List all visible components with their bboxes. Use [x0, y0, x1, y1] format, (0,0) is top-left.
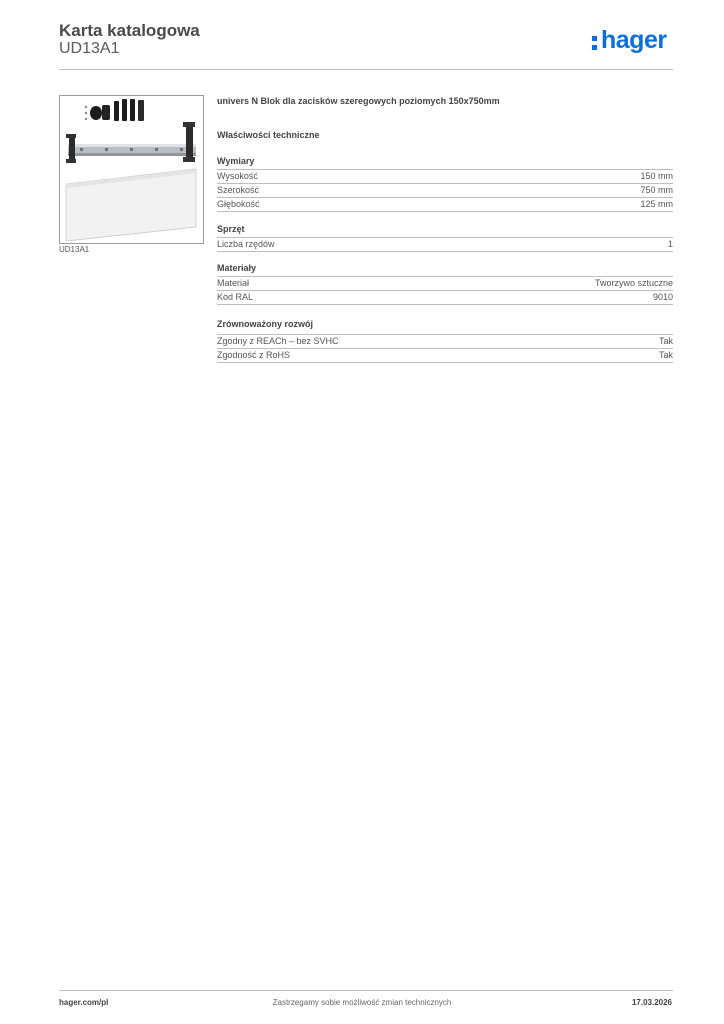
group-title-sustainability: Zrównoważony rozwój [217, 319, 313, 329]
table-row [217, 335, 673, 349]
row-divider [217, 304, 673, 305]
row-divider [217, 362, 673, 363]
page-title: Karta katalogowa [59, 21, 200, 40]
product-image-caption: UD13A1 [59, 245, 90, 254]
footer-disclaimer: Zastrzegamy sobie możliwość zmian technicznych [272, 998, 452, 1007]
group-title-dimensions: Wymiary [217, 156, 255, 166]
spec-label: Kod RAL [217, 292, 254, 302]
spec-label: Głębokość [217, 199, 260, 209]
header-divider [59, 69, 673, 70]
spec-label: Zgodność z RoHS [217, 350, 291, 360]
table-row [217, 238, 673, 252]
section-title: Właściwości techniczne [217, 130, 320, 140]
footer-date: 17.03.2026 [631, 998, 672, 1007]
table-row [217, 198, 673, 212]
product-image [59, 95, 204, 244]
spec-label: Materiał [217, 278, 250, 288]
spec-value: 1 [667, 239, 673, 249]
spec-value: 9010 [652, 292, 673, 302]
group-title-materials: Materiały [217, 263, 257, 273]
table-row [217, 184, 673, 198]
group-title-equipment: Sprzęt [217, 224, 245, 234]
spec-value: 125 mm [640, 199, 673, 209]
spec-label: Wysokość [217, 171, 258, 181]
product-reference: UD13A1 [59, 40, 120, 57]
footer-divider [59, 990, 673, 991]
table-row [217, 291, 673, 305]
spec-value: 150 mm [640, 171, 673, 181]
table-row [217, 170, 673, 184]
spec-value: Tak [658, 350, 673, 360]
logo-dots-icon [592, 36, 597, 52]
table-row [217, 277, 673, 291]
spec-label: Liczba rzędów [217, 239, 275, 249]
spec-label: Zgodny z REACh – bez SVHC [217, 336, 339, 346]
spec-label: Szerokość [217, 185, 260, 195]
hager-logo[interactable] [592, 26, 674, 60]
row-divider [217, 251, 673, 252]
spec-value: Tak [658, 336, 673, 346]
logo-text: hager [601, 26, 667, 54]
product-name: univers N Blok dla zacisków szeregowych poziomych 150x750mm [217, 96, 500, 106]
product-illustration-icon [60, 96, 203, 243]
spec-value: Tworzywo sztuczne [594, 278, 673, 288]
spec-value: 750 mm [640, 185, 673, 195]
table-row [217, 349, 673, 363]
row-divider [217, 211, 673, 212]
footer-website-link[interactable]: hager.com/pl [59, 998, 109, 1007]
